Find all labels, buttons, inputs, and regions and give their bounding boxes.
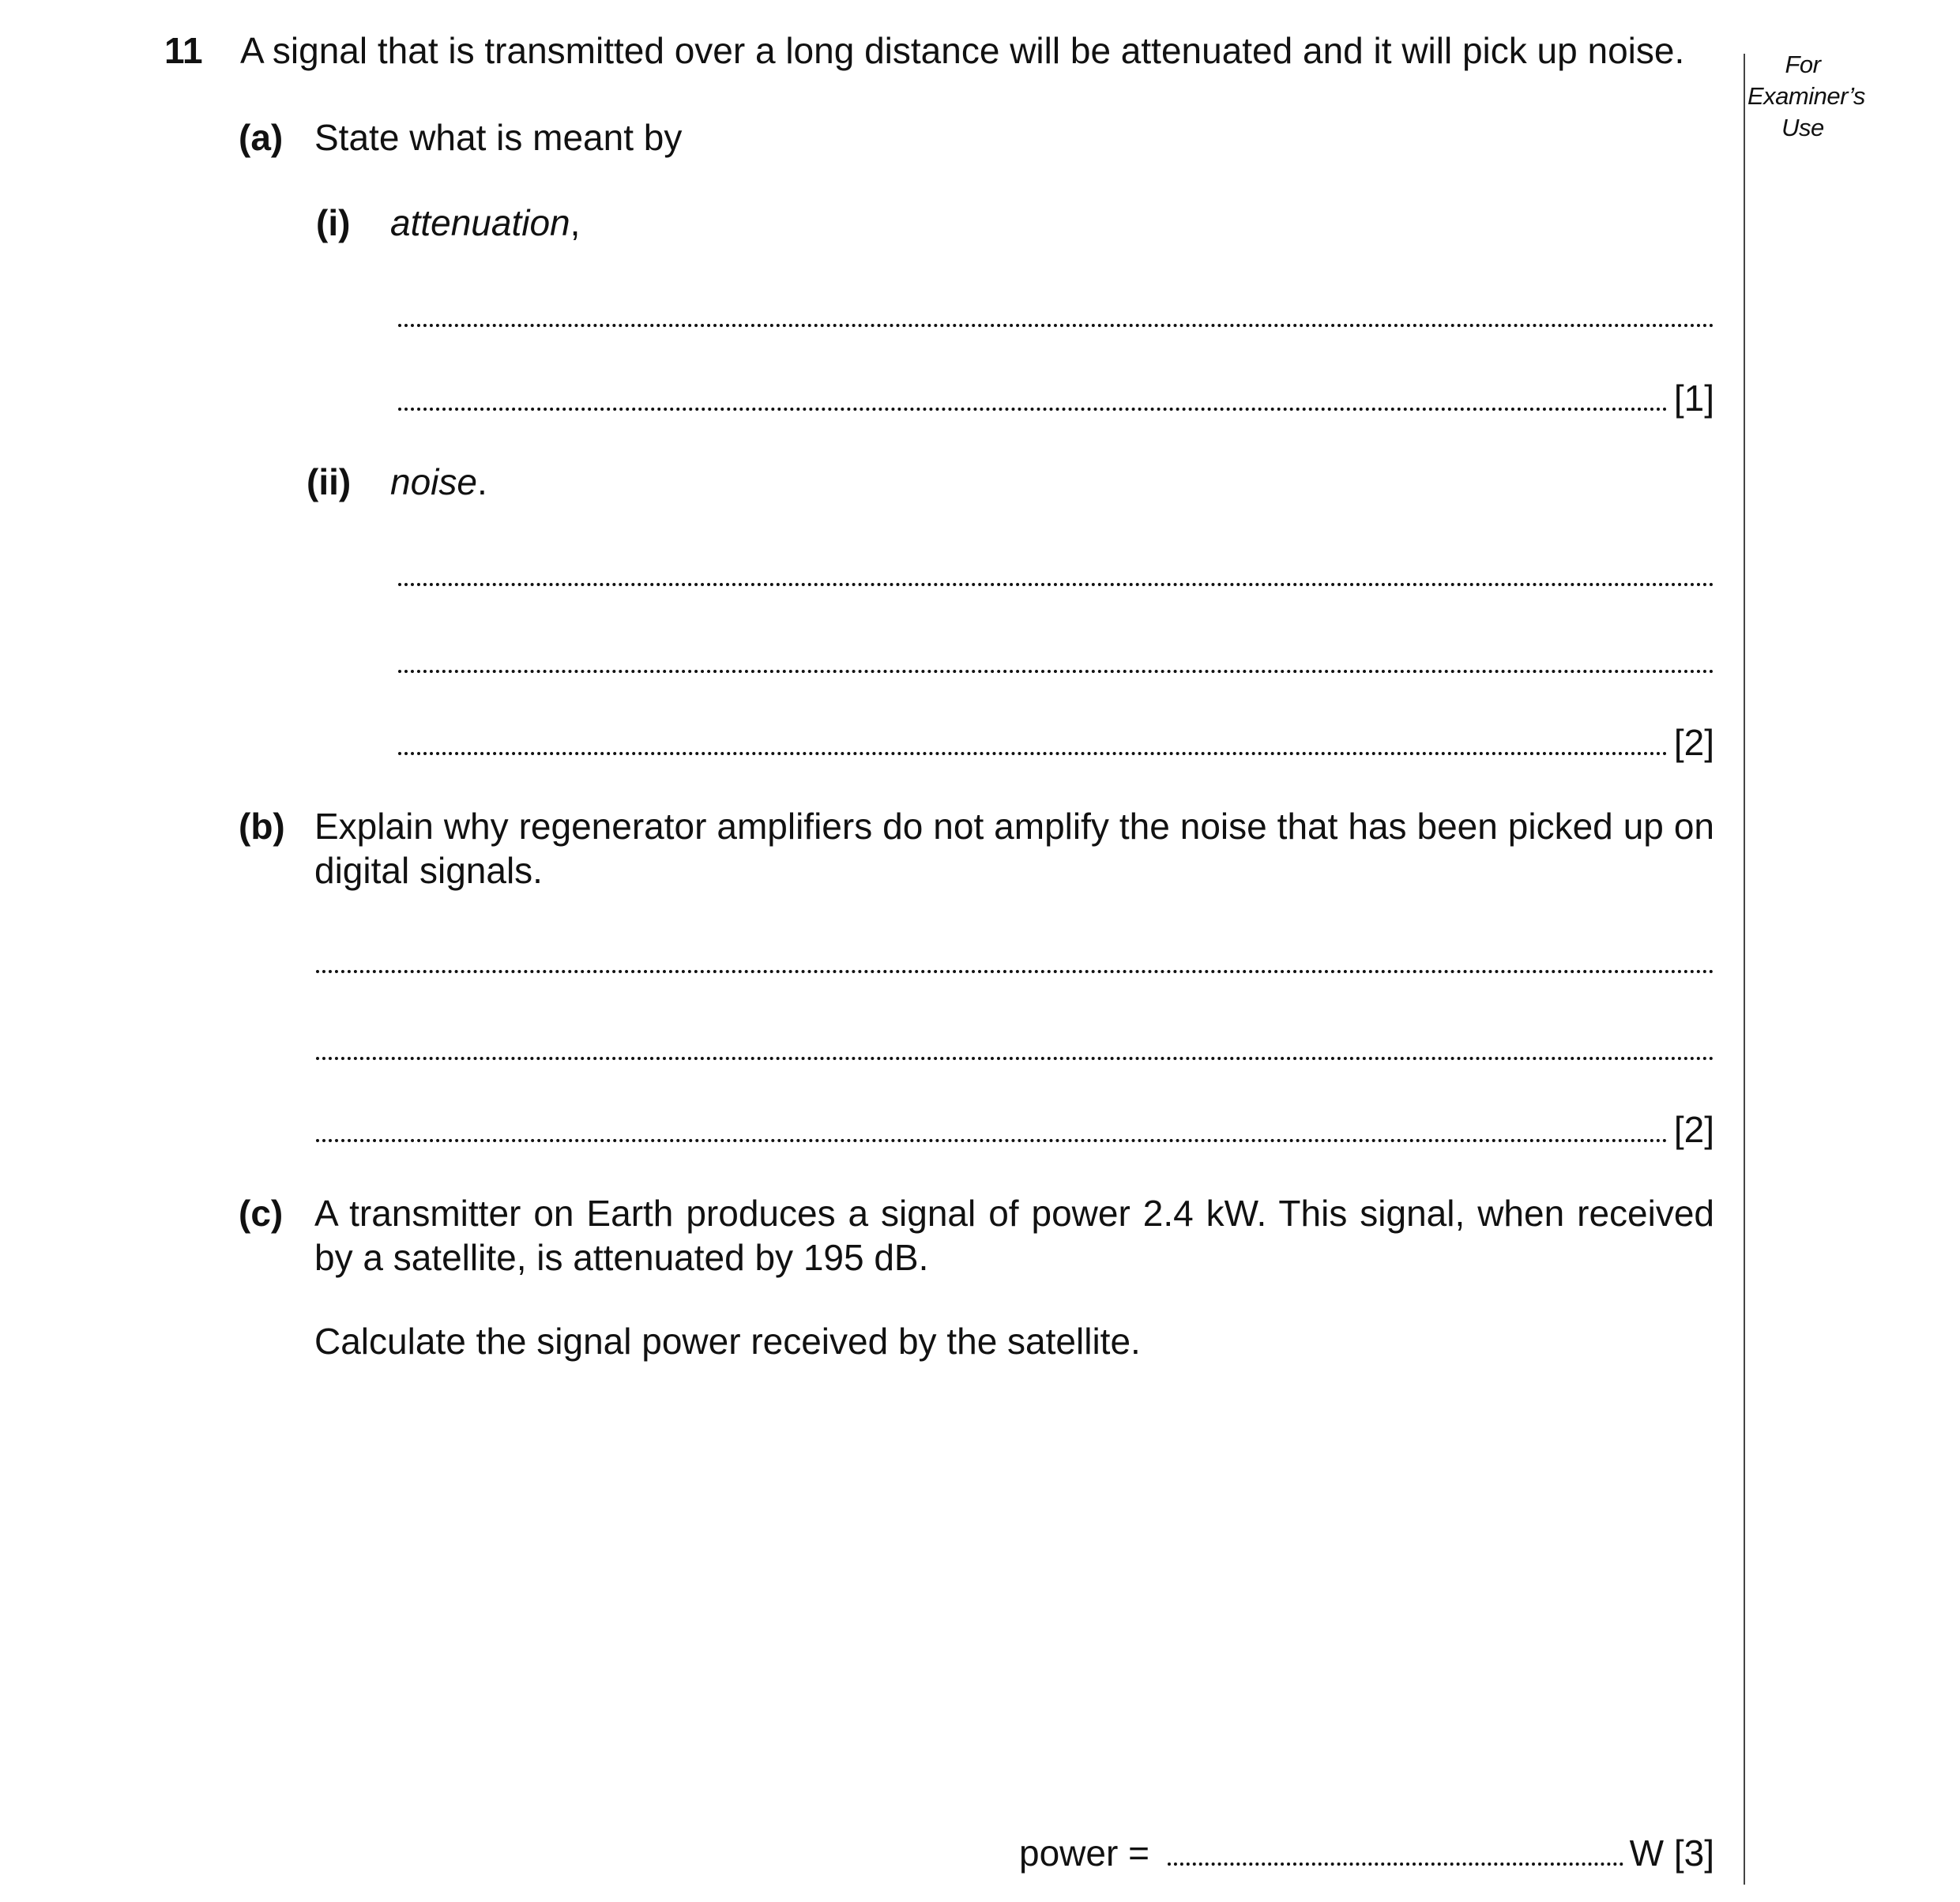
examiner-examiners: Examiner’s	[1747, 82, 1865, 110]
part-c-text: A transmitter on Earth produces a signal of power 2.4 kW. This signal, when received by a satellite, is attenuated by 195 dB.	[314, 1193, 1714, 1278]
examiner-margin-rule	[1744, 54, 1745, 1885]
examiner-use: Use	[1781, 114, 1824, 141]
part-a-ii-prompt	[390, 460, 487, 504]
answer-line-b-1[interactable]	[316, 938, 1714, 983]
answer-line-c[interactable]	[1168, 1831, 1714, 1875]
term-attenuation-punct: ,	[570, 202, 581, 243]
question-stem: A signal that is transmitted over a long distance will be attenuated and it will pick up noise.	[240, 30, 1685, 71]
answer-label-power: power =	[1019, 1832, 1149, 1874]
part-c-instruction: Calculate the signal power received by the satellite.	[314, 1321, 1141, 1362]
part-b-text: Explain why regenerator amplifiers do not amplify the noise that has been picked up on digital signals.	[314, 806, 1714, 891]
part-a-i-label: (i)	[316, 202, 351, 243]
marks-a-ii: [2]	[1673, 722, 1714, 763]
answer-line-a-i-1[interactable]	[398, 292, 1714, 336]
answer-line-b-3[interactable]	[316, 1107, 1714, 1152]
answer-line-a-ii-2[interactable]	[398, 638, 1714, 682]
part-b-label: (b)	[239, 806, 285, 847]
term-noise-punct: .	[476, 461, 487, 502]
marks-a-i: [1]	[1673, 378, 1714, 419]
part-a-ii-label: (ii)	[307, 461, 352, 502]
part-a-label: (a)	[239, 117, 284, 158]
part-a-text: State what is meant by	[314, 117, 683, 158]
answer-line-a-i-2[interactable]	[398, 376, 1714, 420]
question-number: 11	[164, 30, 203, 71]
examiner-use-label	[1747, 49, 1865, 144]
examiner-for: For	[1785, 51, 1821, 78]
part-a-i-prompt	[390, 201, 580, 245]
answer-line-a-ii-1[interactable]	[398, 551, 1714, 596]
answer-line-a-ii-3[interactable]	[398, 720, 1714, 765]
term-attenuation: attenuation	[390, 202, 570, 243]
marks-c: W [3]	[1629, 1832, 1714, 1874]
marks-b: [2]	[1673, 1109, 1714, 1150]
answer-line-b-2[interactable]	[316, 1025, 1714, 1069]
part-c-label: (c)	[239, 1193, 284, 1234]
term-noise: noise	[390, 461, 477, 502]
